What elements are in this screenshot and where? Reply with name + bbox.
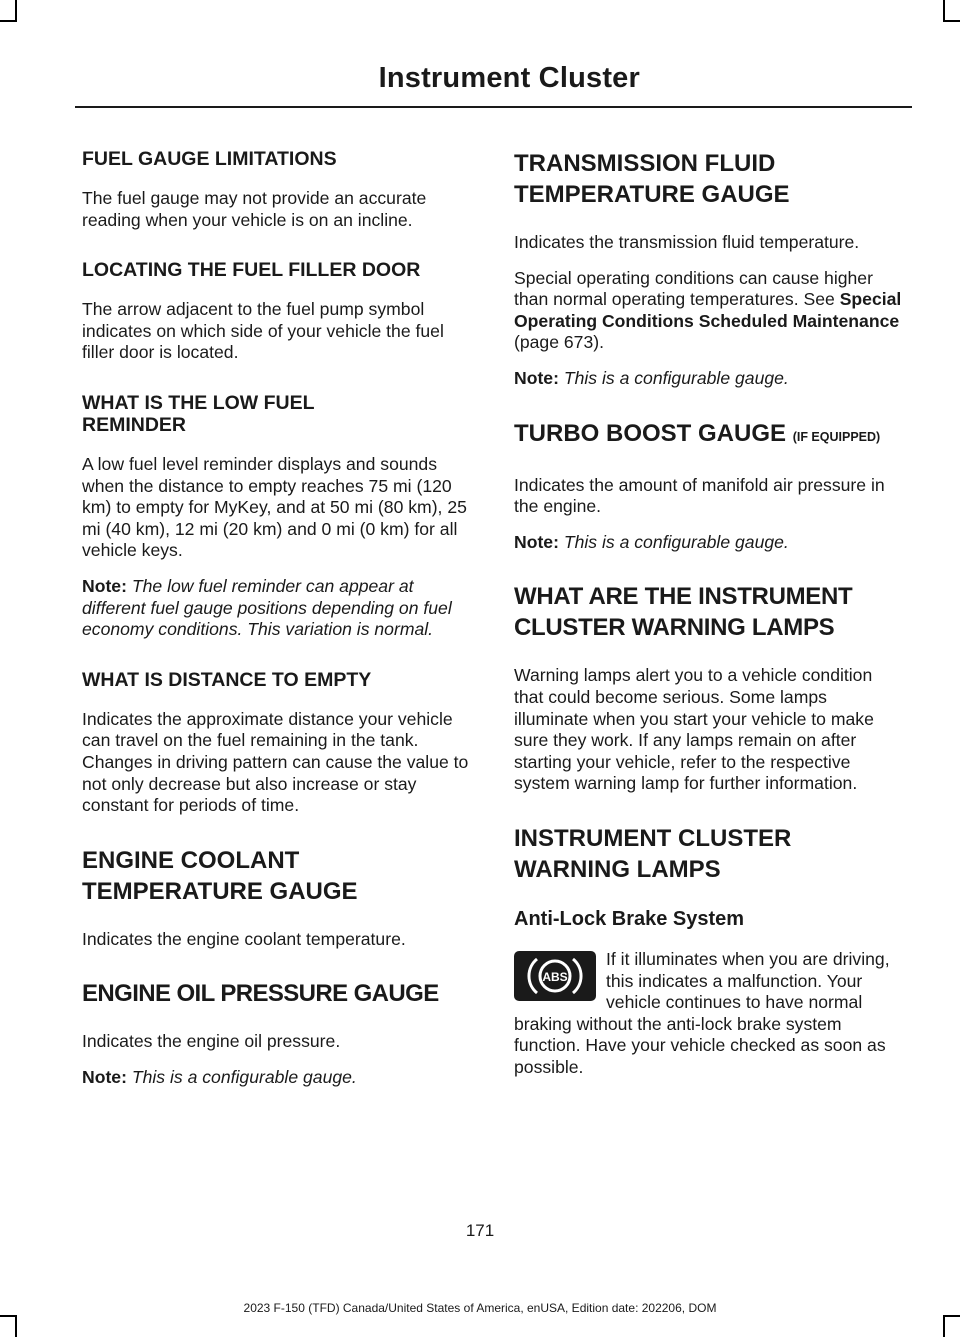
crop-mark-top-left-v	[15, 0, 17, 22]
warning-lamps-text: Warning lamps alert you to a vehicle condition that could become serious. Some lamps illuminate when you start your vehicle to make sure they work. If any lamps remain on after starting your vehicle, refer to the respective system warning lamp for further information.	[514, 665, 874, 794]
distance-to-empty-text: Indicates the approximate distance your vehicle can travel on the fuel remaining in the tank. Changes in driving pattern can cause the value to not only decrease but also increase or stay constant for periods of time.	[82, 708, 469, 816]
note-label: Note:	[514, 367, 559, 388]
turbo-boost-suffix: (IF EQUIPPED)	[792, 429, 881, 444]
right-column	[514, 148, 906, 1092]
transmission-fluid-note	[514, 368, 906, 390]
transmission-fluid-text: Indicates the transmission fluid temperature.	[514, 232, 860, 252]
left-column	[82, 148, 474, 1102]
low-fuel-reminder-heading: WHAT IS THE LOW FUEL REMINDER	[82, 391, 315, 436]
low-fuel-reminder-note	[82, 576, 474, 641]
crop-mark-bottom-left-v	[15, 1315, 17, 1337]
crop-mark-bottom-right-h	[943, 1315, 960, 1317]
engine-coolant-heading: ENGINE COOLANT TEMPERATURE GAUGE	[82, 846, 358, 905]
edition-footer: 2023 F-150 (TFD) Canada/United States of America, enUSA, Edition date: 202206, DOM	[243, 1301, 717, 1315]
crop-mark-bottom-right-v	[943, 1315, 945, 1337]
turbo-boost-title: TURBO BOOST GAUGE	[514, 419, 787, 447]
turbo-boost-note	[514, 532, 906, 554]
warning-lamps-heading: WHAT ARE THE INSTRUMENT CLUSTER WARNING LAMPS	[514, 583, 853, 642]
cluster-warning-lamps-heading: INSTRUMENT CLUSTER WARNING LAMPS	[514, 824, 792, 883]
note-text: The low fuel reminder can appear at different fuel gauge positions depending on fuel economy conditions. This variation is normal.	[82, 575, 452, 640]
note-label: Note:	[82, 575, 127, 596]
note-label: Note:	[82, 1066, 127, 1087]
fuel-filler-door-heading: LOCATING THE FUEL FILLER DOOR	[82, 259, 421, 282]
special-operating-conditions-link[interactable]: Special Operating Conditions Scheduled Maintenance	[514, 289, 902, 331]
fuel-gauge-limitations-text: The fuel gauge may not provide an accurate reading when your vehicle is on an incline.	[82, 188, 427, 230]
distance-to-empty-heading: WHAT IS DISTANCE TO EMPTY	[82, 668, 372, 691]
crop-mark-top-left-h	[0, 20, 17, 22]
note-text: This is a configurable gauge.	[131, 1066, 357, 1087]
engine-oil-pressure-text: Indicates the engine oil pressure.	[82, 1031, 341, 1052]
engine-oil-pressure-heading: ENGINE OIL PRESSURE GAUGE	[82, 980, 439, 1008]
low-fuel-reminder-text: A low fuel level reminder displays and sounds when the distance to empty reaches 75 mi (120 km) to empty for MyKey, and at 50 mi (80 km), 25 mi (40 km), 12 mi (20 km) and 0 mi (0 km) for all vehicle keys.	[82, 453, 467, 561]
engine-oil-pressure-note	[82, 1067, 474, 1089]
engine-coolant-text: Indicates the engine coolant temperature.	[82, 928, 406, 949]
turbo-boost-heading	[514, 418, 906, 453]
turbo-boost-text: Indicates the amount of manifold air pressure in the engine.	[514, 474, 885, 517]
fuel-gauge-limitations-heading: FUEL GAUGE LIMITATIONS	[82, 148, 337, 170]
page-title: Instrument Cluster	[378, 62, 640, 94]
conditions-text: Special operating conditions can cause higher than normal operating temperatures. See	[514, 267, 873, 310]
note-text: This is a configurable gauge.	[563, 367, 789, 388]
note-text: This is a configurable gauge.	[563, 531, 789, 552]
abs-text: If it illuminates when you are driving, this indicates a malfunction. Your vehicle continues to have normal braking without the anti-lock brake system function. Have your vehicle checked as soon as possible.	[514, 948, 890, 1077]
header-divider	[75, 106, 912, 108]
transmission-fluid-heading: TRANSMISSION FLUID TEMPERATURE GAUGE	[514, 150, 790, 208]
crop-mark-top-right-v	[943, 0, 945, 22]
abs-icon-text: ABS	[542, 969, 568, 984]
abs-warning-icon	[514, 951, 596, 1001]
fuel-filler-door-text: The arrow adjacent to the fuel pump symbol indicates on which side of your vehicle the fuel filler door is located.	[82, 299, 444, 363]
page-reference: (page 673).	[514, 332, 604, 353]
abs-subheading: Anti-Lock Brake System	[514, 907, 745, 930]
crop-mark-top-right-h	[943, 20, 960, 22]
page-number: 171	[465, 1221, 495, 1240]
crop-mark-bottom-left-h	[0, 1315, 17, 1317]
note-label: Note:	[514, 531, 559, 552]
abs-section	[514, 949, 906, 1079]
transmission-fluid-conditions	[514, 268, 906, 354]
